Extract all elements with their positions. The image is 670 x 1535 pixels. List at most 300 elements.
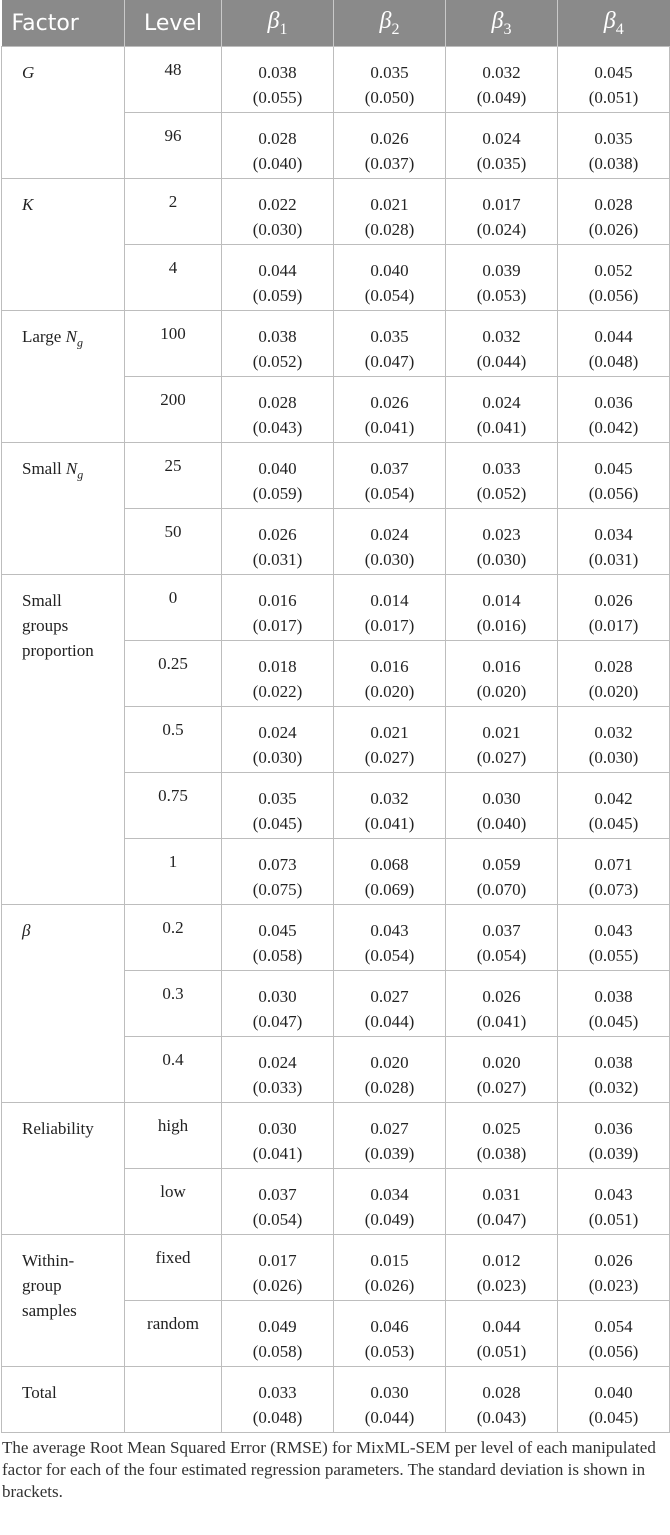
rmse-sd: (0.030) (252, 220, 303, 239)
rmse-sd: (0.048) (252, 1408, 303, 1427)
rmse-sd: (0.055) (588, 946, 639, 965)
rmse-sd: (0.016) (476, 616, 527, 635)
rmse-sd: (0.048) (588, 352, 639, 371)
rmse-sd: (0.052) (476, 484, 527, 503)
value-cell (446, 773, 558, 839)
value-cell (558, 377, 670, 443)
rmse-mean: 0.024 (258, 723, 297, 742)
rmse-mean: 0.034 (594, 525, 633, 544)
rmse-sd: (0.058) (252, 946, 303, 965)
value-cell (334, 575, 446, 641)
rmse-mean: 0.044 (482, 1317, 521, 1336)
level-cell: 0 (125, 575, 222, 641)
value-cell (558, 47, 670, 113)
value-cell (222, 509, 334, 575)
value-cell (334, 641, 446, 707)
rmse-mean: 0.037 (258, 1185, 297, 1204)
factor-label-line: group (22, 1276, 62, 1295)
header-row (2, 0, 670, 47)
rmse-sd: (0.030) (588, 748, 639, 767)
rmse-mean: 0.035 (370, 327, 409, 346)
rmse-sd: (0.020) (364, 682, 415, 701)
value-cell (446, 1103, 558, 1169)
rmse-mean: 0.026 (594, 1251, 633, 1270)
factor-label: β (22, 921, 31, 940)
value-cell (222, 377, 334, 443)
rmse-mean: 0.037 (482, 921, 521, 940)
table-body (2, 47, 670, 1433)
rmse-mean: 0.032 (482, 63, 521, 82)
value-cell (446, 707, 558, 773)
factor-label: Small (22, 459, 66, 478)
rmse-sd: (0.020) (476, 682, 527, 701)
rmse-sd: (0.053) (476, 286, 527, 305)
rmse-sd: (0.017) (252, 616, 303, 635)
value-cell (446, 971, 558, 1037)
rmse-mean: 0.034 (370, 1185, 409, 1204)
factor-label: Total (22, 1383, 57, 1402)
rmse-sd: (0.043) (252, 418, 303, 437)
rmse-sd: (0.059) (252, 286, 303, 305)
value-cell (558, 113, 670, 179)
factor-label-line: proportion (22, 641, 94, 660)
rmse-mean: 0.032 (482, 327, 521, 346)
value-cell (558, 575, 670, 641)
value-cell (334, 839, 446, 905)
factor-subscript: g (76, 335, 83, 350)
rmse-mean: 0.045 (594, 63, 633, 82)
rmse-mean: 0.020 (370, 1053, 409, 1072)
rmse-sd: (0.047) (364, 352, 415, 371)
rmse-mean: 0.031 (482, 1185, 521, 1204)
rmse-mean: 0.045 (594, 459, 633, 478)
header-beta-2 (334, 0, 446, 47)
factor-cell (2, 443, 125, 575)
value-cell (334, 311, 446, 377)
rmse-mean: 0.024 (482, 129, 521, 148)
rmse-sd: (0.041) (364, 814, 415, 833)
rmse-mean: 0.035 (258, 789, 297, 808)
value-cell (558, 1301, 670, 1367)
rmse-sd: (0.026) (252, 1276, 303, 1295)
table-caption: The average Root Mean Squared Error (RMSE) for MixML-SEM per level of each manipulated factor for each of the four estimated regression parameters. The standard deviation is shown in brackets. (2, 1438, 656, 1501)
rmse-sd: (0.047) (252, 1012, 303, 1031)
beta-symbol: β (379, 7, 392, 34)
rmse-sd: (0.044) (364, 1408, 415, 1427)
value-cell (446, 1037, 558, 1103)
rmse-sd: (0.028) (364, 220, 415, 239)
value-cell (222, 245, 334, 311)
factor-cell (2, 1367, 125, 1433)
value-cell (558, 443, 670, 509)
value-cell (222, 1103, 334, 1169)
value-cell (558, 1169, 670, 1235)
value-cell (446, 905, 558, 971)
rmse-mean: 0.024 (258, 1053, 297, 1072)
factor-label-line: Within- (22, 1251, 75, 1270)
value-cell (222, 1301, 334, 1367)
rmse-sd: (0.041) (252, 1144, 303, 1163)
factor-cell (2, 1235, 125, 1367)
rmse-sd: (0.028) (364, 1078, 415, 1097)
factor-label: Reliability (22, 1119, 94, 1138)
rmse-mean: 0.030 (258, 987, 297, 1006)
rmse-mean: 0.045 (258, 921, 297, 940)
value-cell (334, 245, 446, 311)
rmse-mean: 0.026 (258, 525, 297, 544)
value-cell (446, 179, 558, 245)
rmse-mean: 0.028 (594, 195, 633, 214)
rmse-sd: (0.040) (476, 814, 527, 833)
table-row (2, 1235, 670, 1301)
factor-cell (2, 1103, 125, 1235)
value-cell (334, 773, 446, 839)
rmse-mean: 0.036 (594, 1119, 633, 1138)
rmse-sd: (0.070) (476, 880, 527, 899)
rmse-mean: 0.024 (482, 393, 521, 412)
value-cell (558, 1367, 670, 1433)
rmse-sd: (0.056) (588, 286, 639, 305)
rmse-mean: 0.012 (482, 1251, 521, 1270)
value-cell (222, 1235, 334, 1301)
value-cell (446, 47, 558, 113)
rmse-sd: (0.069) (364, 880, 415, 899)
level-cell: 48 (125, 47, 222, 113)
table-row (2, 575, 670, 641)
rmse-mean: 0.016 (482, 657, 521, 676)
rmse-mean: 0.043 (370, 921, 409, 940)
rmse-sd: (0.056) (588, 484, 639, 503)
factor-label-line: samples (22, 1301, 77, 1320)
rmse-mean: 0.015 (370, 1251, 409, 1270)
rmse-sd: (0.047) (476, 1210, 527, 1229)
level-cell: 0.5 (125, 707, 222, 773)
rmse-mean: 0.028 (482, 1383, 521, 1402)
rmse-sd: (0.045) (588, 814, 639, 833)
rmse-sd: (0.024) (476, 220, 527, 239)
rmse-mean: 0.037 (370, 459, 409, 478)
rmse-sd: (0.027) (476, 748, 527, 767)
rmse-sd: (0.041) (476, 418, 527, 437)
level-cell: 96 (125, 113, 222, 179)
value-cell (222, 971, 334, 1037)
value-cell (558, 311, 670, 377)
rmse-mean: 0.016 (258, 591, 297, 610)
rmse-sd: (0.027) (476, 1078, 527, 1097)
rmse-mean: 0.030 (482, 789, 521, 808)
rmse-table (1, 0, 670, 1433)
value-cell (446, 245, 558, 311)
factor-cell (2, 311, 125, 443)
value-cell (334, 971, 446, 1037)
level-cell: 200 (125, 377, 222, 443)
rmse-sd: (0.059) (252, 484, 303, 503)
rmse-mean: 0.036 (594, 393, 633, 412)
factor-cell (2, 47, 125, 179)
rmse-mean: 0.040 (258, 459, 297, 478)
factor-subscript: g (77, 467, 84, 482)
rmse-sd: (0.049) (476, 88, 527, 107)
level-cell: random (125, 1301, 222, 1367)
rmse-sd: (0.044) (364, 1012, 415, 1031)
value-cell (446, 575, 558, 641)
rmse-mean: 0.038 (594, 987, 633, 1006)
rmse-sd: (0.038) (588, 154, 639, 173)
table-row (2, 905, 670, 971)
rmse-mean: 0.049 (258, 1317, 297, 1336)
rmse-sd: (0.052) (252, 352, 303, 371)
value-cell (334, 179, 446, 245)
rmse-sd: (0.017) (588, 616, 639, 635)
factor-cell (2, 905, 125, 1103)
rmse-sd: (0.055) (252, 88, 303, 107)
value-cell (222, 1367, 334, 1433)
value-cell (558, 641, 670, 707)
rmse-sd: (0.054) (476, 946, 527, 965)
rmse-sd: (0.042) (588, 418, 639, 437)
rmse-sd: (0.026) (364, 1276, 415, 1295)
rmse-sd: (0.023) (588, 1276, 639, 1295)
rmse-sd: (0.032) (588, 1078, 639, 1097)
level-cell: 0.2 (125, 905, 222, 971)
beta-symbol: β (491, 7, 504, 34)
value-cell (334, 1037, 446, 1103)
value-cell (334, 1367, 446, 1433)
rmse-mean: 0.016 (370, 657, 409, 676)
value-cell (334, 47, 446, 113)
level-cell: 25 (125, 443, 222, 509)
rmse-mean: 0.033 (482, 459, 521, 478)
rmse-sd: (0.073) (588, 880, 639, 899)
value-cell (222, 905, 334, 971)
rmse-sd: (0.039) (588, 1144, 639, 1163)
header-level: Level (125, 0, 222, 47)
rmse-sd: (0.030) (252, 748, 303, 767)
rmse-sd: (0.054) (364, 946, 415, 965)
table-row (2, 179, 670, 245)
table-row (2, 311, 670, 377)
table-row (2, 1103, 670, 1169)
header-factor: Factor (2, 0, 125, 47)
value-cell (558, 1103, 670, 1169)
level-cell (125, 1367, 222, 1433)
level-cell: 0.3 (125, 971, 222, 1037)
value-cell (222, 47, 334, 113)
value-cell (222, 641, 334, 707)
value-cell (222, 1037, 334, 1103)
value-cell (446, 113, 558, 179)
rmse-sd: (0.022) (252, 682, 303, 701)
header-beta-4 (558, 0, 670, 47)
level-cell: 0.4 (125, 1037, 222, 1103)
rmse-mean: 0.040 (594, 1383, 633, 1402)
rmse-mean: 0.038 (258, 63, 297, 82)
value-cell (446, 377, 558, 443)
rmse-mean: 0.068 (370, 855, 409, 874)
value-cell (222, 575, 334, 641)
rmse-sd: (0.020) (588, 682, 639, 701)
value-cell (446, 509, 558, 575)
header-beta-1 (222, 0, 334, 47)
rmse-mean: 0.028 (258, 393, 297, 412)
value-cell (558, 1235, 670, 1301)
header-beta-3 (446, 0, 558, 47)
value-cell (558, 971, 670, 1037)
rmse-sd: (0.017) (364, 616, 415, 635)
rmse-mean: 0.021 (482, 723, 521, 742)
value-cell (558, 245, 670, 311)
rmse-sd: (0.043) (476, 1408, 527, 1427)
beta-index: 1 (279, 20, 288, 38)
rmse-mean: 0.018 (258, 657, 297, 676)
rmse-sd: (0.033) (252, 1078, 303, 1097)
value-cell (446, 641, 558, 707)
factor-label-line: groups (22, 616, 69, 635)
rmse-mean: 0.023 (482, 525, 521, 544)
beta-index: 4 (615, 20, 624, 38)
rmse-sd: (0.044) (476, 352, 527, 371)
value-cell (222, 113, 334, 179)
value-cell (334, 377, 446, 443)
rmse-mean: 0.054 (594, 1317, 633, 1336)
rmse-sd: (0.030) (364, 550, 415, 569)
rmse-sd: (0.054) (364, 286, 415, 305)
level-cell: 4 (125, 245, 222, 311)
rmse-sd: (0.045) (588, 1408, 639, 1427)
beta-index: 3 (503, 20, 512, 38)
value-cell (334, 1103, 446, 1169)
value-cell (222, 839, 334, 905)
rmse-mean: 0.017 (258, 1251, 297, 1270)
rmse-mean: 0.028 (594, 657, 633, 676)
value-cell (334, 443, 446, 509)
table-row (2, 1367, 670, 1433)
rmse-mean: 0.014 (482, 591, 521, 610)
rmse-sd: (0.075) (252, 880, 303, 899)
value-cell (558, 179, 670, 245)
rmse-mean: 0.026 (482, 987, 521, 1006)
value-cell (334, 905, 446, 971)
rmse-mean: 0.022 (258, 195, 297, 214)
factor-label: K (22, 195, 34, 214)
rmse-sd: (0.037) (364, 154, 415, 173)
rmse-mean: 0.044 (258, 261, 297, 280)
rmse-mean: 0.017 (482, 195, 521, 214)
rmse-sd: (0.030) (476, 550, 527, 569)
rmse-mean: 0.026 (594, 591, 633, 610)
level-cell: 1 (125, 839, 222, 905)
rmse-mean: 0.021 (370, 195, 409, 214)
rmse-mean: 0.027 (370, 1119, 409, 1138)
value-cell (446, 839, 558, 905)
level-cell: 0.25 (125, 641, 222, 707)
rmse-sd: (0.054) (364, 484, 415, 503)
value-cell (334, 509, 446, 575)
value-cell (334, 707, 446, 773)
value-cell (222, 1169, 334, 1235)
rmse-sd: (0.050) (364, 88, 415, 107)
value-cell (222, 443, 334, 509)
rmse-sd: (0.049) (364, 1210, 415, 1229)
value-cell (558, 707, 670, 773)
rmse-sd: (0.051) (588, 88, 639, 107)
rmse-mean: 0.021 (370, 723, 409, 742)
rmse-sd: (0.045) (252, 814, 303, 833)
value-cell (222, 707, 334, 773)
factor-label-line: Small (22, 591, 62, 610)
rmse-mean: 0.038 (594, 1053, 633, 1072)
level-cell: fixed (125, 1235, 222, 1301)
rmse-mean: 0.059 (482, 855, 521, 874)
value-cell (446, 443, 558, 509)
factor-variable: N (65, 327, 77, 346)
rmse-mean: 0.020 (482, 1053, 521, 1072)
beta-symbol: β (267, 7, 280, 34)
value-cell (558, 1037, 670, 1103)
rmse-mean: 0.046 (370, 1317, 409, 1336)
value-cell (222, 311, 334, 377)
rmse-mean: 0.030 (258, 1119, 297, 1138)
rmse-mean: 0.039 (482, 261, 521, 280)
value-cell (446, 1169, 558, 1235)
value-cell (446, 311, 558, 377)
level-cell: 0.75 (125, 773, 222, 839)
rmse-sd: (0.053) (364, 1342, 415, 1361)
rmse-mean: 0.033 (258, 1383, 297, 1402)
factor-label: Large (22, 327, 66, 346)
value-cell (222, 179, 334, 245)
rmse-mean: 0.028 (258, 129, 297, 148)
factor-cell (2, 179, 125, 311)
table-row (2, 443, 670, 509)
rmse-mean: 0.035 (594, 129, 633, 148)
value-cell (558, 905, 670, 971)
rmse-mean: 0.043 (594, 921, 633, 940)
level-cell: 100 (125, 311, 222, 377)
rmse-mean: 0.042 (594, 789, 633, 808)
rmse-mean: 0.030 (370, 1383, 409, 1402)
rmse-sd: (0.056) (588, 1342, 639, 1361)
rmse-sd: (0.041) (364, 418, 415, 437)
rmse-sd: (0.035) (476, 154, 527, 173)
rmse-sd: (0.051) (476, 1342, 527, 1361)
value-cell (446, 1367, 558, 1433)
value-cell (558, 773, 670, 839)
level-cell: 50 (125, 509, 222, 575)
rmse-sd: (0.041) (476, 1012, 527, 1031)
rmse-sd: (0.040) (252, 154, 303, 173)
value-cell (446, 1301, 558, 1367)
value-cell (558, 509, 670, 575)
value-cell (222, 773, 334, 839)
rmse-mean: 0.073 (258, 855, 297, 874)
rmse-mean: 0.027 (370, 987, 409, 1006)
rmse-sd: (0.031) (252, 550, 303, 569)
factor-cell (2, 575, 125, 905)
level-cell: high (125, 1103, 222, 1169)
rmse-sd: (0.039) (364, 1144, 415, 1163)
factor-variable: N (65, 459, 78, 478)
value-cell (334, 1301, 446, 1367)
level-cell: low (125, 1169, 222, 1235)
rmse-mean: 0.014 (370, 591, 409, 610)
value-cell (446, 1235, 558, 1301)
rmse-mean: 0.032 (594, 723, 633, 742)
value-cell (334, 1169, 446, 1235)
rmse-mean: 0.040 (370, 261, 409, 280)
level-cell: 2 (125, 179, 222, 245)
value-cell (334, 113, 446, 179)
